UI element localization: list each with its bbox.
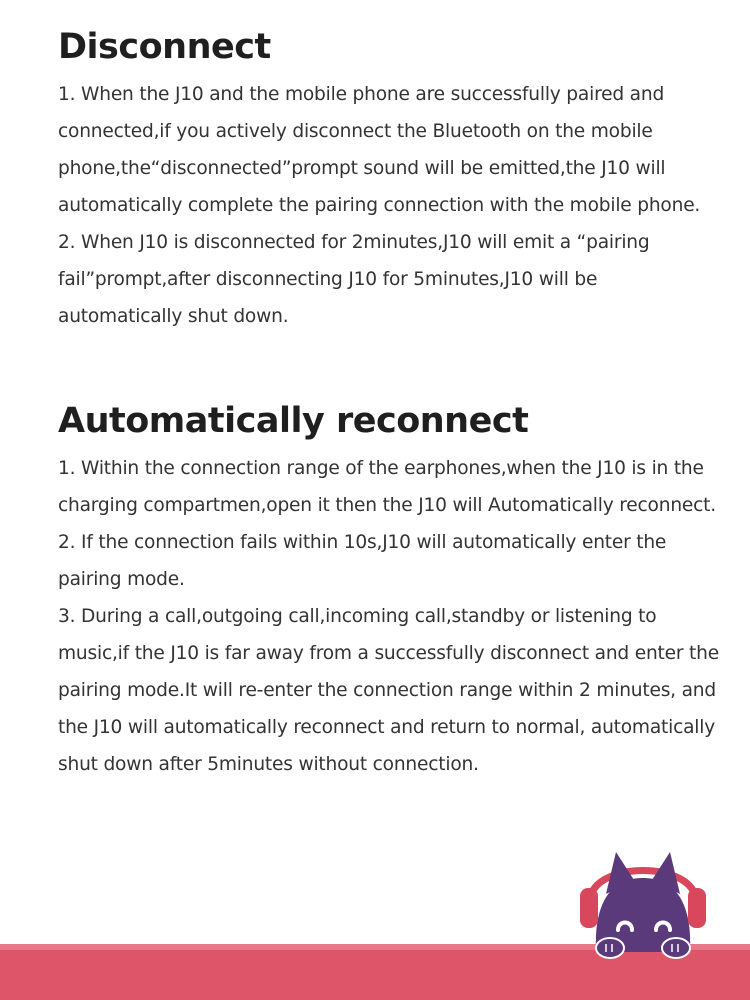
reconnect-section (58, 398, 726, 783)
cat-headphones-icon (576, 840, 710, 960)
disconnect-section (58, 24, 726, 335)
reconnect-title: Automatically reconnect (58, 401, 529, 441)
reconnect-paragraph-3: 3. During a call,outgoing call,incoming call,standby or listening to music,if the J10 is far away from a successfully disconnect and enter the pairing mode.It will re-enter the connection range within 2 minutes, and the J10 will automatically reconnect and return to normal, automatically shut down after 5minutes without connection. (58, 606, 719, 775)
disconnect-title: Disconnect (58, 27, 271, 67)
reconnect-paragraph-2: 2. If the connection fails within 10s,J10 will automatically enter the pairing mode. (58, 532, 667, 590)
disconnect-paragraph-1: 1. When the J10 and the mobile phone are successfully paired and connected,if you actively disconnect the Bluetooth on the mobile phone,the“disconnected”prompt sound will be emitted,the J10 will automatically complete the pairing connection with the mobile phone. (58, 84, 701, 216)
reconnect-paragraph-1: 1. Within the connection range of the earphones,when the J10 is in the charging compartmen,open it then the J10 will Automatically reconnect. (58, 458, 716, 516)
disconnect-paragraph-2: 2. When J10 is disconnected for 2minutes,J10 will emit a “pairing fail”prompt,after disconnecting J10 for 5minutes,J10 will be automatically shut down. (58, 232, 650, 327)
